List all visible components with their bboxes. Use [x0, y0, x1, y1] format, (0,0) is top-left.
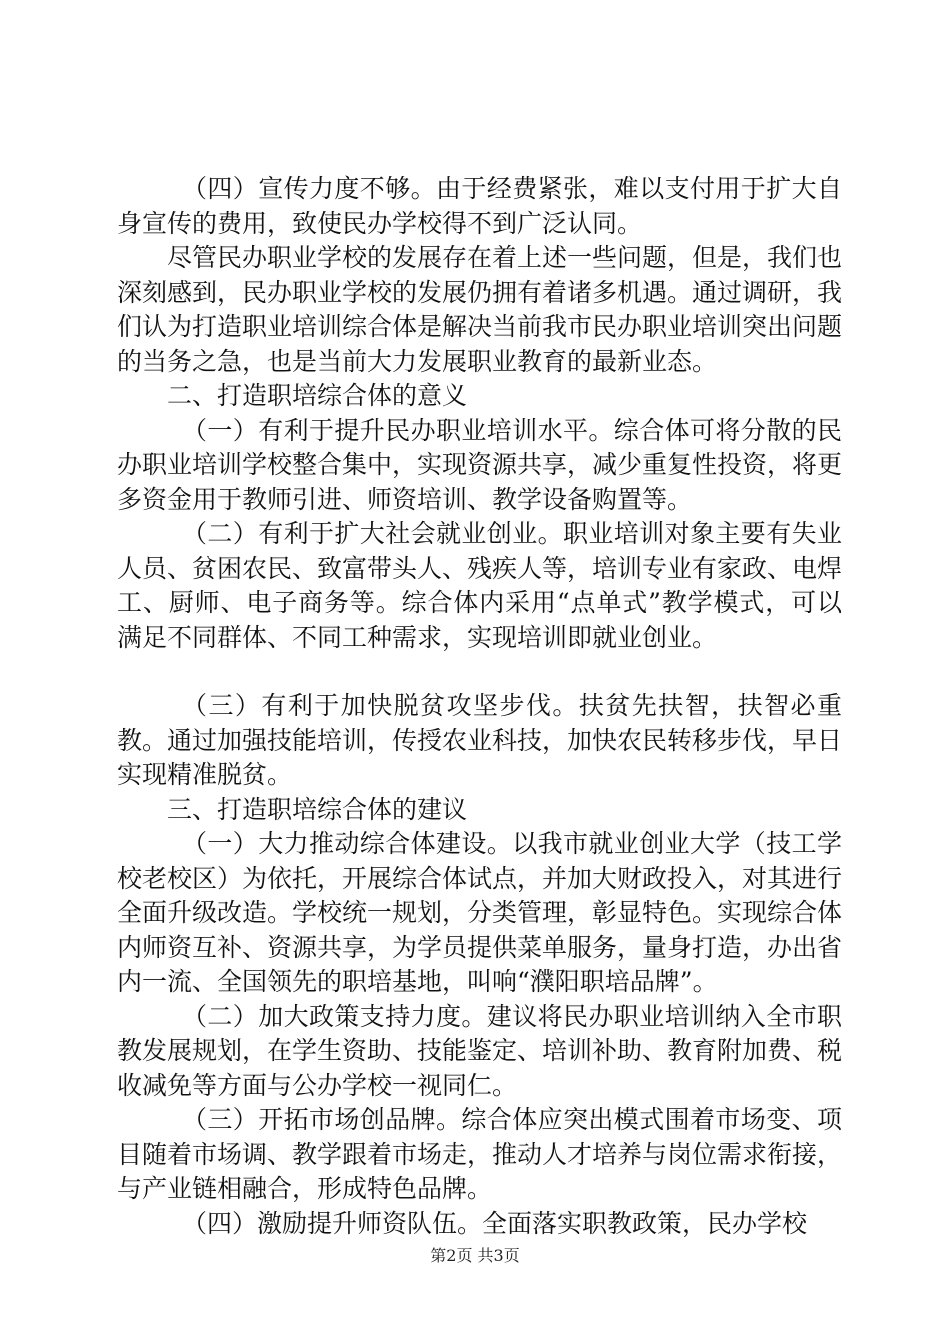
paragraph-publicity-issue: （四）宣传力度不够。由于经费紧张，难以支付用于扩大自身宣传的费用，致使民办学校得不到广泛认同。 — [117, 174, 842, 238]
document-body — [117, 172, 842, 1241]
section-heading-suggestions: 三、打造职培综合体的建议 — [167, 794, 468, 824]
paragraph-significance-1: （一）有利于提升民办职业培训水平。综合体可将分散的民办职业培训学校整合集中，实现资源共享，减少重复性投资，将更多资金用于教师引进、师资培训、教学设备购置等。 — [117, 415, 843, 514]
paragraph-significance-2: （二）有利于扩大社会就业创业。职业培训对象主要有失业人员、贫困农民、致富带头人、残疾人等，培训专业有家政、电焊工、厨师、电子商务等。综合体内采用“点单式”教学模式，可以满足不同群体、不同工种需求，实现培训即就业创业。 — [117, 519, 843, 652]
paragraph-suggestion-3: （三）开拓市场创品牌。综合体应突出模式围着市场变、项目随着市场调、教学跟着市场走，推动人才培养与岗位需求衔接，与产业链相融合，形成特色品牌。 — [117, 1105, 843, 1203]
paragraph-opportunities: 尽管民办职业学校的发展存在着上述一些问题，但是，我们也深刻感到，民办职业学校的发展仍拥有着诸多机遇。通过调研，我们认为打造职业培训综合体是解决当前我市民办职业培训突出问题的当务之急，也是当前大力发展职业教育的最新业态。 — [117, 243, 843, 376]
paragraph-suggestion-2: （二）加大政策支持力度。建议将民办职业培训纳入全市职教发展规划，在学生资助、技能鉴定、培训补助、教育附加费、税收减免等方面与公办学校一视同仁。 — [117, 1001, 843, 1100]
page-number-footer: 第2页 共3页 — [430, 1246, 520, 1265]
section-heading-significance: 二、打造职培综合体的意义 — [167, 381, 468, 410]
paragraph-suggestion-1: （一）大力推动综合体建设。以我市就业创业大学（技工学校老校区）为依托，开展综合体试点，并加大财政投入，对其进行全面升级改造。学校统一规划，分类管理，彰显特色。实现综合体内师资互补、资源共享，为学员提供菜单服务，量身打造，办出省内一流、全国领先的职培基地，叫响“濮阳职培品牌”。 — [117, 829, 843, 996]
paragraph-suggestion-4: （四）激励提升师资队伍。全面落实职教政策，民办学校 — [182, 1208, 808, 1238]
paragraph-significance-3: （三）有利于加快脱贫攻坚步伐。扶贫先扶智，扶智必重教。通过加强技能培训，传授农业科技，加快农民转移步伐，早日实现精准脱贫。 — [117, 691, 843, 789]
